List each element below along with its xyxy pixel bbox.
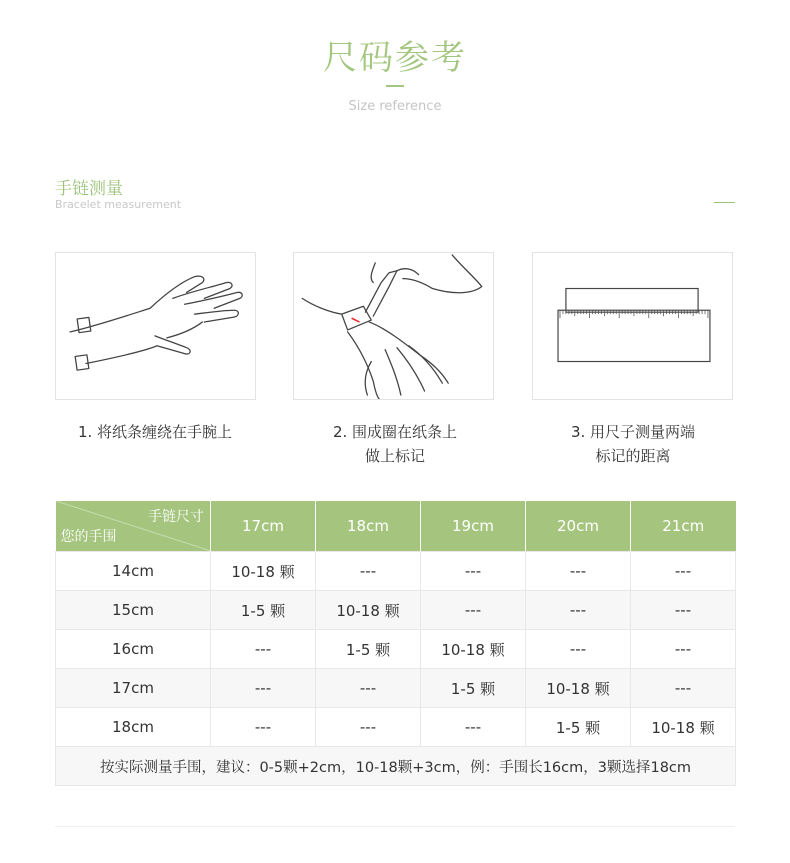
step-2-illustration [293,252,494,400]
section-subtitle: Bracelet measurement [55,198,182,211]
step-3-line-2: 标记的距离 [595,447,671,465]
table-cell: 10-18 颗 [421,630,526,669]
table-cell: --- [526,552,631,591]
table-cell: --- [526,630,631,669]
corner-label-wrist: 您的手围 [60,529,117,545]
table-row [56,708,736,747]
table-cell: --- [526,591,631,630]
page-subtitle: Size reference [348,99,442,114]
ruler-icon [533,253,732,399]
table-cell: --- [631,669,736,708]
table-cell: 10-18 颗 [211,552,316,591]
hand-marking-icon [294,253,493,399]
table-cell: 1-5 颗 [421,669,526,708]
step-2-line-2: 做上标记 [364,447,425,465]
step-3-illustration [532,252,733,400]
table-cell: 1-5 颗 [526,708,631,747]
footer-divider [55,826,735,827]
step-2-line-1: 2. 围成圈在纸条上 [332,423,458,441]
table-cell: 10-18 颗 [631,708,736,747]
wrist-size-cell: 16cm [56,630,211,669]
hand-paper-strip-icon [56,253,255,399]
column-header: 18cm [316,501,421,552]
table-cell: 10-18 颗 [316,591,421,630]
page-title: 尺码参考 [323,38,467,78]
wrist-size-cell: 18cm [56,708,211,747]
step-2-caption [275,420,515,468]
table-cell: --- [421,708,526,747]
table-cell: --- [631,552,736,591]
title-divider [386,85,404,87]
column-header: 21cm [631,501,736,552]
section-divider [714,202,735,203]
column-header: 17cm [211,501,316,552]
table-cell: --- [316,552,421,591]
step-3-caption [513,420,753,468]
table-cell: --- [211,708,316,747]
table-row [56,552,736,591]
table-cell: --- [631,591,736,630]
table-row [56,669,736,708]
table-cell: --- [316,708,421,747]
table-cell: 1-5 颗 [211,591,316,630]
table-cell: --- [211,669,316,708]
step-3-line-1: 3. 用尺子测量两端 [570,423,696,441]
table-cell: 10-18 颗 [526,669,631,708]
table-cell: --- [316,669,421,708]
table-header-row [56,501,736,552]
step-1-line-1: 1. 将纸条缠绕在手腕上 [77,423,233,441]
table-cell: --- [631,630,736,669]
table-cell: --- [421,552,526,591]
size-table [55,501,736,786]
table-corner-header [56,501,211,552]
table-row [56,630,736,669]
corner-label-bracelet: 手链尺寸 [148,509,204,525]
table-row [56,591,736,630]
step-1-illustration [55,252,256,400]
section-title: 手链测量 [55,179,123,199]
wrist-size-cell: 14cm [56,552,211,591]
column-header: 20cm [526,501,631,552]
table-note-row [56,747,736,786]
column-header: 19cm [421,501,526,552]
table-cell: --- [421,591,526,630]
mark-line [352,318,360,322]
table-cell: 1-5 颗 [316,630,421,669]
wrist-size-cell: 15cm [56,591,211,630]
step-1-caption [35,420,275,444]
sizing-note: 按实际测量手围，建议：0-5颗+2cm，10-18颗+3cm，例：手围长16cm，3颗选择18cm [56,747,736,786]
wrist-size-cell: 17cm [56,669,211,708]
table-cell: --- [211,630,316,669]
